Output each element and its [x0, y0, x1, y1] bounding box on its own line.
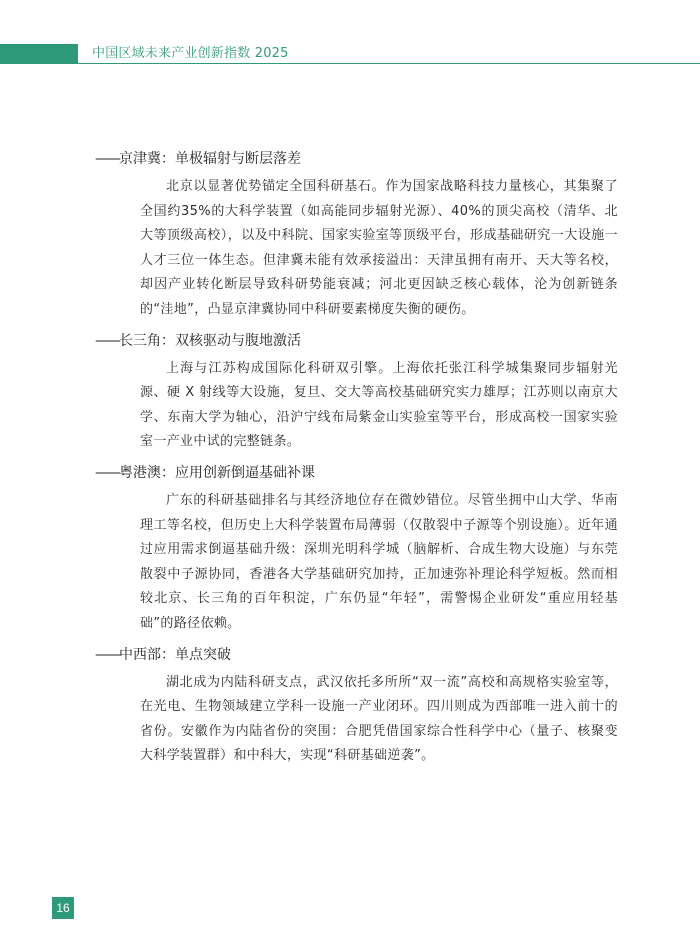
section-heading: [95, 462, 615, 484]
heading-dash: ——: [95, 464, 119, 481]
section-paragraph: 湖北成为内陆科研支点，武汉依托多所所“双一流”高校和高规格实验室等，在光电、生物领域建立学科一设施一产业闭环。四川则成为西部唯一进入前十的省份。安徽作为内陆省份的突围：合肥凭借国家综合性科学中心（量子、核聚变大科学装置群）和中科大，实现“科研基础逆袭”。: [140, 674, 618, 764]
running-header: [0, 44, 700, 64]
page-number: 16: [56, 901, 70, 915]
heading-text: 京津冀：单极辐射与断层落差: [119, 151, 301, 167]
section-paragraph: 北京以显著优势锚定全国科研基石。作为国家战略科技力量核心，其集聚了全国约35%的大科学装置（如高能同步辐射光源）、40%的顶尖高校（清华、北大等顶级高校），以及中科院、国家实验室等顶级平台，形成基础研究一大设施一人才三位一体生态。但津冀未能有效承接溢出：天津虽拥有南开、天大等名校，却因产业转化断层导致科研势能衰减；河北更因缺乏核心载体，沦为创新链条的“洼地”，凸显京津冀协同中科研要素梯度失衡的硬伤。: [140, 179, 618, 317]
section-jingjinji: [95, 148, 618, 323]
heading-text: 长三角：双核驱动与腹地激活: [119, 332, 301, 349]
section-zhongxibu: [95, 644, 618, 769]
header-rule: [78, 63, 700, 64]
section-paragraph: 广东的科研基础排名与其经济地位存在微妙错位。尽管坐拥中山大学、华南理工等名校，但历史上大科学装置布局薄弱（仅散裂中子源等个别设施）。近年通过应用需求倒逼基础升级：深圳光明科学城（脑解析、合成生物大设施）与东莞散裂中子源协同，香港各大学基础研究加持，正加速弥补理论科学短板。然而相较北京、长三角的百年积淀，广东仍显“年轻”，需警惕企业研发“重应用轻基础”的路径依赖。: [140, 492, 618, 631]
page-number-badge: [52, 897, 74, 919]
header-title: 中国区域未来产业创新指数 2025: [92, 46, 289, 61]
page-content: [95, 148, 618, 769]
section-heading: [95, 644, 615, 666]
section-heading: [95, 330, 615, 352]
heading-text: 中西部：单点突破: [119, 646, 231, 663]
heading-dash: ——: [95, 332, 119, 349]
section-changsanjiao: [95, 330, 618, 455]
heading-dash: ——: [95, 646, 119, 663]
section-yuegangao: [95, 462, 618, 637]
header-accent-bar: [0, 44, 78, 64]
section-paragraph: 上海与江苏构成国际化科研双引擎。上海依托张江科学城集聚同步辐射光源、硬 X 射线等大设施，复旦、交大等高校基础研究实力雄厚；江苏则以南京大学、东南大学为轴心，沿沪宁线布局紫金山实验室等平台，形成高校一国家实验室一产业中试的完整链条。: [140, 360, 618, 450]
heading-text: 粤港澳：应用创新倒逼基础补课: [119, 464, 315, 481]
heading-dash: ——: [95, 151, 119, 167]
section-heading: [95, 148, 615, 170]
